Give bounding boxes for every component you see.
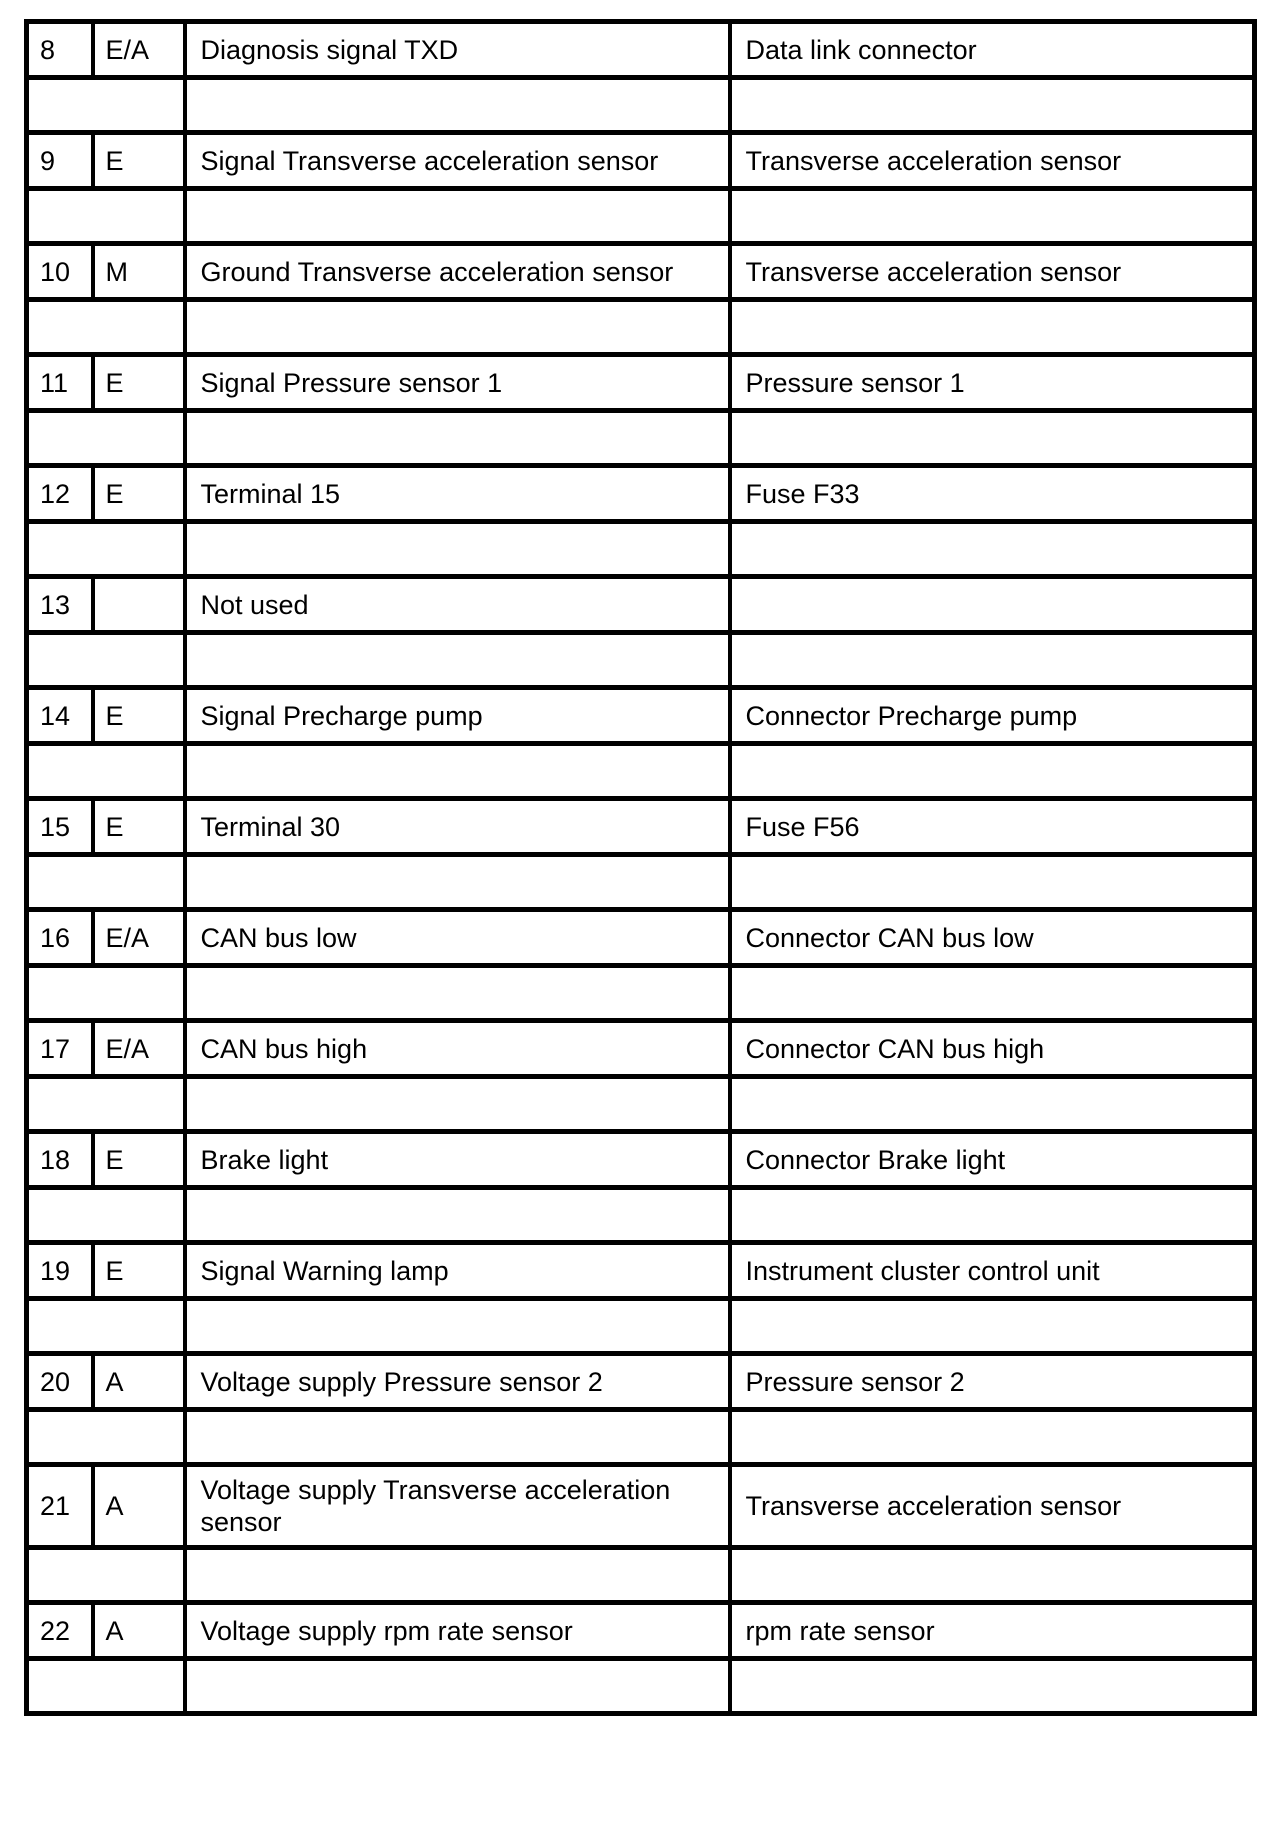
table-row [27,688,1255,744]
description-cell: Signal Pressure sensor 1 [185,355,730,411]
type-cell: E/A [93,1021,185,1077]
spacer-cell-description [185,633,730,688]
spacer-cell-description [185,966,730,1021]
table-row [27,577,1255,633]
spacer-cell-description [185,1188,730,1243]
spacer-row [27,1659,1255,1714]
description-cell: Brake light [185,1132,730,1188]
type-cell: E [93,133,185,189]
type-cell: A [93,1354,185,1410]
spacer-row [27,78,1255,133]
table-row [27,1465,1255,1548]
connection-cell: Connector CAN bus high [730,1021,1255,1077]
description-cell: Signal Transverse acceleration sensor [185,133,730,189]
pin-table-body [27,22,1255,1714]
pin-cell: 21 [27,1465,93,1548]
type-cell: E [93,1243,185,1299]
spacer-cell-description [185,78,730,133]
spacer-row [27,1188,1255,1243]
table-row [27,1354,1255,1410]
table-row [27,799,1255,855]
spacer-cell-connection [730,633,1255,688]
pin-cell: 22 [27,1603,93,1659]
spacer-cell-connection [730,1659,1255,1714]
pin-cell: 20 [27,1354,93,1410]
connection-cell: Connector Precharge pump [730,688,1255,744]
spacer-cell-connection [730,1077,1255,1132]
description-cell: Voltage supply rpm rate sensor [185,1603,730,1659]
pin-assignment-table [24,19,1257,1716]
pin-cell: 8 [27,22,93,78]
spacer-cell-connection [730,189,1255,244]
spacer-cell-description [185,411,730,466]
spacer-cell-connection [730,1410,1255,1465]
pin-cell: 18 [27,1132,93,1188]
spacer-cell-description [185,1077,730,1132]
pin-cell: 14 [27,688,93,744]
pin-cell: 13 [27,577,93,633]
type-cell: E [93,355,185,411]
pin-cell: 19 [27,1243,93,1299]
description-cell: Voltage supply Pressure sensor 2 [185,1354,730,1410]
table-row [27,22,1255,78]
pin-cell: 12 [27,466,93,522]
spacer-cell-description [185,744,730,799]
connection-cell: Transverse acceleration sensor [730,133,1255,189]
spacer-cell-description [185,189,730,244]
spacer-row [27,1299,1255,1354]
type-cell: E/A [93,22,185,78]
type-cell [93,577,185,633]
table-row [27,1243,1255,1299]
spacer-cell-pin [27,1659,185,1714]
description-cell: CAN bus high [185,1021,730,1077]
spacer-cell-pin [27,1299,185,1354]
description-cell: Ground Transverse acceleration sensor [185,244,730,300]
spacer-cell-pin [27,189,185,244]
spacer-row [27,411,1255,466]
spacer-cell-connection [730,744,1255,799]
connection-cell: Connector CAN bus low [730,910,1255,966]
spacer-cell-description [185,1659,730,1714]
table-row [27,244,1255,300]
description-cell: Signal Warning lamp [185,1243,730,1299]
spacer-cell-pin [27,1188,185,1243]
connection-cell: Connector Brake light [730,1132,1255,1188]
description-cell: Not used [185,577,730,633]
connection-cell: Pressure sensor 2 [730,1354,1255,1410]
type-cell: E [93,799,185,855]
spacer-cell-description [185,1410,730,1465]
pin-cell: 10 [27,244,93,300]
spacer-cell-connection [730,1299,1255,1354]
spacer-cell-connection [730,522,1255,577]
spacer-cell-connection [730,300,1255,355]
spacer-row [27,744,1255,799]
type-cell: A [93,1603,185,1659]
type-cell: E [93,1132,185,1188]
table-row [27,910,1255,966]
spacer-row [27,300,1255,355]
spacer-cell-connection [730,966,1255,1021]
table-row [27,1132,1255,1188]
spacer-row [27,966,1255,1021]
spacer-cell-connection [730,78,1255,133]
pin-cell: 9 [27,133,93,189]
spacer-cell-pin [27,411,185,466]
table-row [27,133,1255,189]
spacer-row [27,855,1255,910]
spacer-row [27,1410,1255,1465]
connection-cell [730,577,1255,633]
type-cell: A [93,1465,185,1548]
spacer-cell-pin [27,966,185,1021]
type-cell: E/A [93,910,185,966]
connection-cell: Fuse F56 [730,799,1255,855]
table-row [27,1603,1255,1659]
table-row [27,355,1255,411]
spacer-cell-pin [27,633,185,688]
pin-cell: 15 [27,799,93,855]
spacer-row [27,1548,1255,1603]
spacer-cell-pin [27,78,185,133]
spacer-cell-pin [27,1548,185,1603]
spacer-cell-description [185,1548,730,1603]
connection-cell: rpm rate sensor [730,1603,1255,1659]
spacer-row [27,1077,1255,1132]
spacer-cell-connection [730,1188,1255,1243]
spacer-row [27,522,1255,577]
pin-cell: 16 [27,910,93,966]
connection-cell: Data link connector [730,22,1255,78]
pin-cell: 17 [27,1021,93,1077]
description-cell: Signal Precharge pump [185,688,730,744]
spacer-cell-pin [27,522,185,577]
description-cell: CAN bus low [185,910,730,966]
spacer-row [27,189,1255,244]
description-cell: Voltage supply Transverse acceleration sensor [185,1465,730,1548]
connection-cell: Transverse acceleration sensor [730,1465,1255,1548]
connection-cell: Pressure sensor 1 [730,355,1255,411]
spacer-cell-connection [730,855,1255,910]
spacer-cell-pin [27,1077,185,1132]
spacer-cell-pin [27,744,185,799]
type-cell: E [93,466,185,522]
spacer-cell-description [185,855,730,910]
table-row [27,466,1255,522]
description-cell: Terminal 15 [185,466,730,522]
spacer-cell-connection [730,1548,1255,1603]
spacer-cell-description [185,1299,730,1354]
description-cell: Terminal 30 [185,799,730,855]
spacer-cell-description [185,300,730,355]
spacer-cell-connection [730,411,1255,466]
spacer-cell-pin [27,1410,185,1465]
connection-cell: Transverse acceleration sensor [730,244,1255,300]
spacer-cell-pin [27,300,185,355]
type-cell: E [93,688,185,744]
spacer-cell-description [185,522,730,577]
description-cell: Diagnosis signal TXD [185,22,730,78]
type-cell: M [93,244,185,300]
pin-cell: 11 [27,355,93,411]
spacer-row [27,633,1255,688]
connection-cell: Instrument cluster control unit [730,1243,1255,1299]
connection-cell: Fuse F33 [730,466,1255,522]
spacer-cell-pin [27,855,185,910]
table-row [27,1021,1255,1077]
